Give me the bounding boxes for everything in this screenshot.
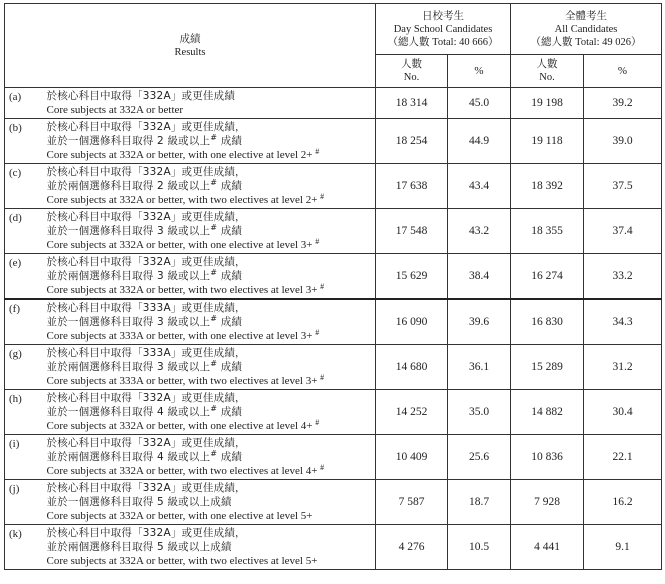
row-label: (j)	[5, 480, 37, 525]
description-zh-line1: 於核心科目中取得「332A」或更佳成績，	[46, 437, 246, 449]
row-label: (i)	[5, 435, 37, 480]
day-no-header-zh: 人數	[401, 58, 423, 70]
footnote-mark: #	[320, 282, 325, 291]
footnote-mark: #	[210, 178, 218, 187]
all-candidates-count: 18 392	[511, 164, 584, 209]
day-school-percent: 35.0	[448, 390, 511, 435]
all-candidates-count: 10 836	[511, 435, 584, 480]
description-zh-line2-tail: 成績	[217, 316, 243, 328]
all-candidates-percent: 37.5	[584, 164, 662, 209]
description-en-text: Core subjects at 332A or better, with one elective at level 2+	[46, 149, 313, 161]
all-candidates-percent: 37.4	[584, 209, 662, 254]
footnote-mark: #	[320, 463, 325, 472]
all-candidates-percent: 22.1	[584, 435, 662, 480]
description-en	[47, 238, 376, 252]
table-row	[5, 254, 662, 300]
all-no-header	[511, 55, 584, 88]
footnote-mark: #	[315, 418, 320, 427]
day-school-count: 7 587	[376, 480, 448, 525]
day-school-count: 18 314	[376, 88, 448, 119]
description-en-text: Core subjects at 333A or better, with two electives at level 3+	[46, 375, 318, 387]
all-candidates-percent: 39.0	[584, 119, 662, 164]
row-description	[37, 254, 376, 300]
row-description	[37, 390, 376, 435]
day-school-count: 17 638	[376, 164, 448, 209]
day-school-count: 18 254	[376, 119, 448, 164]
description-en	[47, 148, 376, 162]
day-school-count: 4 276	[376, 525, 448, 570]
description-en	[47, 374, 376, 388]
table-row	[5, 390, 662, 435]
results-header	[5, 4, 376, 88]
footnote-mark: #	[210, 449, 218, 458]
table-body	[5, 88, 662, 570]
all-candidates-count: 16 274	[511, 254, 584, 300]
table-row	[5, 525, 662, 570]
row-label: (e)	[5, 254, 37, 300]
day-school-total: （總人數 Total: 40 666）	[387, 36, 499, 48]
description-zh-line1: 於核心科目中取得「332A」或更佳成績，	[46, 482, 246, 494]
table-row	[5, 209, 662, 254]
day-school-percent: 25.6	[448, 435, 511, 480]
day-school-percent: 38.4	[448, 254, 511, 300]
row-label: (g)	[5, 345, 37, 390]
description-zh-line2-tail: 成績	[217, 270, 243, 282]
day-no-header	[376, 55, 448, 88]
all-candidates-count: 19 198	[511, 88, 584, 119]
description-zh-line2	[47, 495, 376, 509]
description-zh-line2	[47, 360, 376, 374]
results-header-zh: 成績	[179, 32, 201, 45]
description-zh-line2	[47, 224, 376, 238]
description-zh-line2-text: 並於兩個選修科目取得 2 級或以上	[46, 180, 211, 192]
day-school-percent: 36.1	[448, 345, 511, 390]
day-school-percent: 18.7	[448, 480, 511, 525]
day-school-count: 15 629	[376, 254, 448, 300]
description-zh-line1: 於核心科目中取得「332A」或更佳成績	[46, 90, 236, 102]
description-zh-line2-tail: 成績	[217, 406, 243, 418]
table-row	[5, 119, 662, 164]
description-zh-line2-text: 並於一個選修科目取得 2 級或以上	[46, 135, 211, 147]
day-school-percent: 10.5	[448, 525, 511, 570]
description-zh-line1: 於核心科目中取得「332A」或更佳成績，	[46, 527, 246, 539]
description-en-text: Core subjects at 333A or better, with one elective at level 3+	[46, 330, 313, 342]
day-school-percent: 43.2	[448, 209, 511, 254]
description-en-text: Core subjects at 332A or better, with two electives at level 2+	[46, 194, 318, 206]
day-school-count: 10 409	[376, 435, 448, 480]
description-en	[47, 329, 376, 343]
all-candidates-percent: 33.2	[584, 254, 662, 300]
row-label: (b)	[5, 119, 37, 164]
description-zh-line2-text: 並於兩個選修科目取得 3 級或以上	[46, 270, 211, 282]
description-zh-line2-text: 並於兩個選修科目取得 3 級或以上	[46, 361, 211, 373]
day-school-header-en: Day School Candidates	[393, 23, 493, 35]
footnote-mark: #	[315, 147, 320, 156]
footnote-mark: #	[320, 373, 325, 382]
description-zh-line1: 於核心科目中取得「332A」或更佳成績，	[46, 256, 246, 268]
description-zh-line2-tail: 成績	[217, 451, 243, 463]
description-zh-line2	[47, 134, 376, 148]
description-zh-line1: 於核心科目中取得「332A」或更佳成績，	[46, 121, 246, 133]
description-zh-line1: 於核心科目中取得「332A」或更佳成績，	[46, 392, 246, 404]
description-en	[47, 464, 376, 478]
footnote-mark: #	[210, 133, 218, 142]
all-candidates-count: 18 355	[511, 209, 584, 254]
description-en-text: Core subjects at 332A or better, with one elective at level 3+	[46, 239, 313, 251]
description-en-text: Core subjects at 332A or better, with one elective at level 4+	[46, 420, 313, 432]
all-candidates-percent: 9.1	[584, 525, 662, 570]
day-school-percent: 45.0	[448, 88, 511, 119]
description-zh-line2-text: 並於一個選修科目取得 4 級或以上	[46, 406, 211, 418]
description-en-text: Core subjects at 332A or better, with two electives at level 4+	[46, 465, 318, 477]
row-label: (a)	[5, 88, 37, 119]
table-row	[5, 480, 662, 525]
description-zh-line2	[47, 405, 376, 419]
description-zh-line2-text: 並於兩個選修科目取得 5 級或以上成績	[46, 541, 232, 553]
table-header	[5, 4, 662, 88]
all-candidates-header-en: All Candidates	[554, 23, 618, 35]
all-candidates-header	[511, 4, 662, 55]
footnote-mark: #	[210, 404, 218, 413]
description-en	[47, 193, 376, 207]
description-zh-line2-tail: 成績	[217, 225, 243, 237]
day-school-percent: 43.4	[448, 164, 511, 209]
description-zh-line1: 於核心科目中取得「333A」或更佳成績，	[46, 302, 246, 314]
day-no-header-en: No.	[403, 72, 420, 83]
row-description	[37, 88, 376, 119]
footnote-mark: #	[210, 359, 218, 368]
all-candidates-count: 16 830	[511, 299, 584, 345]
description-zh-line2	[47, 179, 376, 193]
description-en-text: Core subjects at 332A or better, with one elective at level 5+	[46, 510, 313, 522]
row-label: (d)	[5, 209, 37, 254]
description-en-text: Core subjects at 332A or better, with two electives at level 5+	[46, 555, 318, 567]
all-candidates-count: 7 928	[511, 480, 584, 525]
all-candidates-percent: 39.2	[584, 88, 662, 119]
description-en	[47, 554, 376, 568]
table-row	[5, 435, 662, 480]
day-school-percent: 44.9	[448, 119, 511, 164]
all-no-header-en: No.	[539, 72, 555, 83]
table-row	[5, 164, 662, 209]
day-school-count: 14 680	[376, 345, 448, 390]
row-label: (f)	[5, 299, 37, 345]
description-zh-line2-tail: 成績	[217, 361, 243, 373]
row-description	[37, 119, 376, 164]
description-zh-line1: 於核心科目中取得「332A」或更佳成績，	[46, 211, 246, 223]
description-zh-line2	[47, 315, 376, 329]
all-candidates-header-zh: 全體考生	[565, 9, 608, 22]
all-no-header-zh: 人數	[536, 58, 558, 70]
description-en-text: Core subjects at 332A or better	[46, 104, 184, 116]
day-pct-header: %	[448, 55, 511, 88]
table-row	[5, 88, 662, 119]
all-candidates-count: 15 289	[511, 345, 584, 390]
footnote-mark: #	[210, 314, 218, 323]
all-candidates-percent: 30.4	[584, 390, 662, 435]
all-candidates-count: 14 882	[511, 390, 584, 435]
table-row	[5, 299, 662, 345]
description-zh-line2-tail: 成績	[217, 135, 243, 147]
day-school-header-zh: 日校考生	[422, 9, 465, 22]
all-candidates-count: 19 118	[511, 119, 584, 164]
row-description	[37, 345, 376, 390]
results-table	[4, 3, 662, 570]
description-zh-line2-text: 並於兩個選修科目取得 4 級或以上	[46, 451, 211, 463]
row-description	[37, 209, 376, 254]
description-zh-line2-text: 並於一個選修科目取得 5 級或以上成績	[46, 496, 232, 508]
description-en	[47, 283, 376, 297]
description-zh-line2	[47, 450, 376, 464]
day-school-header	[376, 4, 511, 55]
all-candidates-percent: 34.3	[584, 299, 662, 345]
footnote-mark: #	[210, 223, 218, 232]
description-zh-line2-text: 並於一個選修科目取得 3 級或以上	[46, 225, 211, 237]
all-pct-header: %	[584, 55, 662, 88]
footnote-mark: #	[320, 192, 325, 201]
description-zh-line1: 於核心科目中取得「333A」或更佳成績，	[46, 347, 246, 359]
description-zh-line2-text: 並於一個選修科目取得 3 級或以上	[46, 316, 211, 328]
description-zh-line1: 於核心科目中取得「332A」或更佳成績，	[46, 166, 246, 178]
description-zh-line2	[47, 269, 376, 283]
description-en-text: Core subjects at 332A or better, with two electives at level 3+	[46, 284, 318, 296]
all-candidates-total: （總人數 Total: 49 026）	[530, 36, 642, 48]
footnote-mark: #	[210, 268, 218, 277]
description-en	[47, 509, 376, 523]
row-description	[37, 164, 376, 209]
all-candidates-percent: 16.2	[584, 480, 662, 525]
description-zh-line2	[47, 540, 376, 554]
footnote-mark: #	[315, 237, 320, 246]
row-label: (h)	[5, 390, 37, 435]
row-description	[37, 299, 376, 345]
all-candidates-count: 4 441	[511, 525, 584, 570]
description-en	[47, 419, 376, 433]
day-school-count: 16 090	[376, 299, 448, 345]
row-description	[37, 525, 376, 570]
row-description	[37, 435, 376, 480]
day-school-percent: 39.6	[448, 299, 511, 345]
description-en	[47, 103, 376, 117]
all-candidates-percent: 31.2	[584, 345, 662, 390]
description-zh-line2-tail: 成績	[217, 180, 243, 192]
row-label: (k)	[5, 525, 37, 570]
day-school-count: 14 252	[376, 390, 448, 435]
row-description	[37, 480, 376, 525]
day-school-count: 17 548	[376, 209, 448, 254]
table-row	[5, 345, 662, 390]
row-label: (c)	[5, 164, 37, 209]
footnote-mark: #	[315, 328, 320, 337]
results-header-en: Results	[174, 46, 206, 58]
